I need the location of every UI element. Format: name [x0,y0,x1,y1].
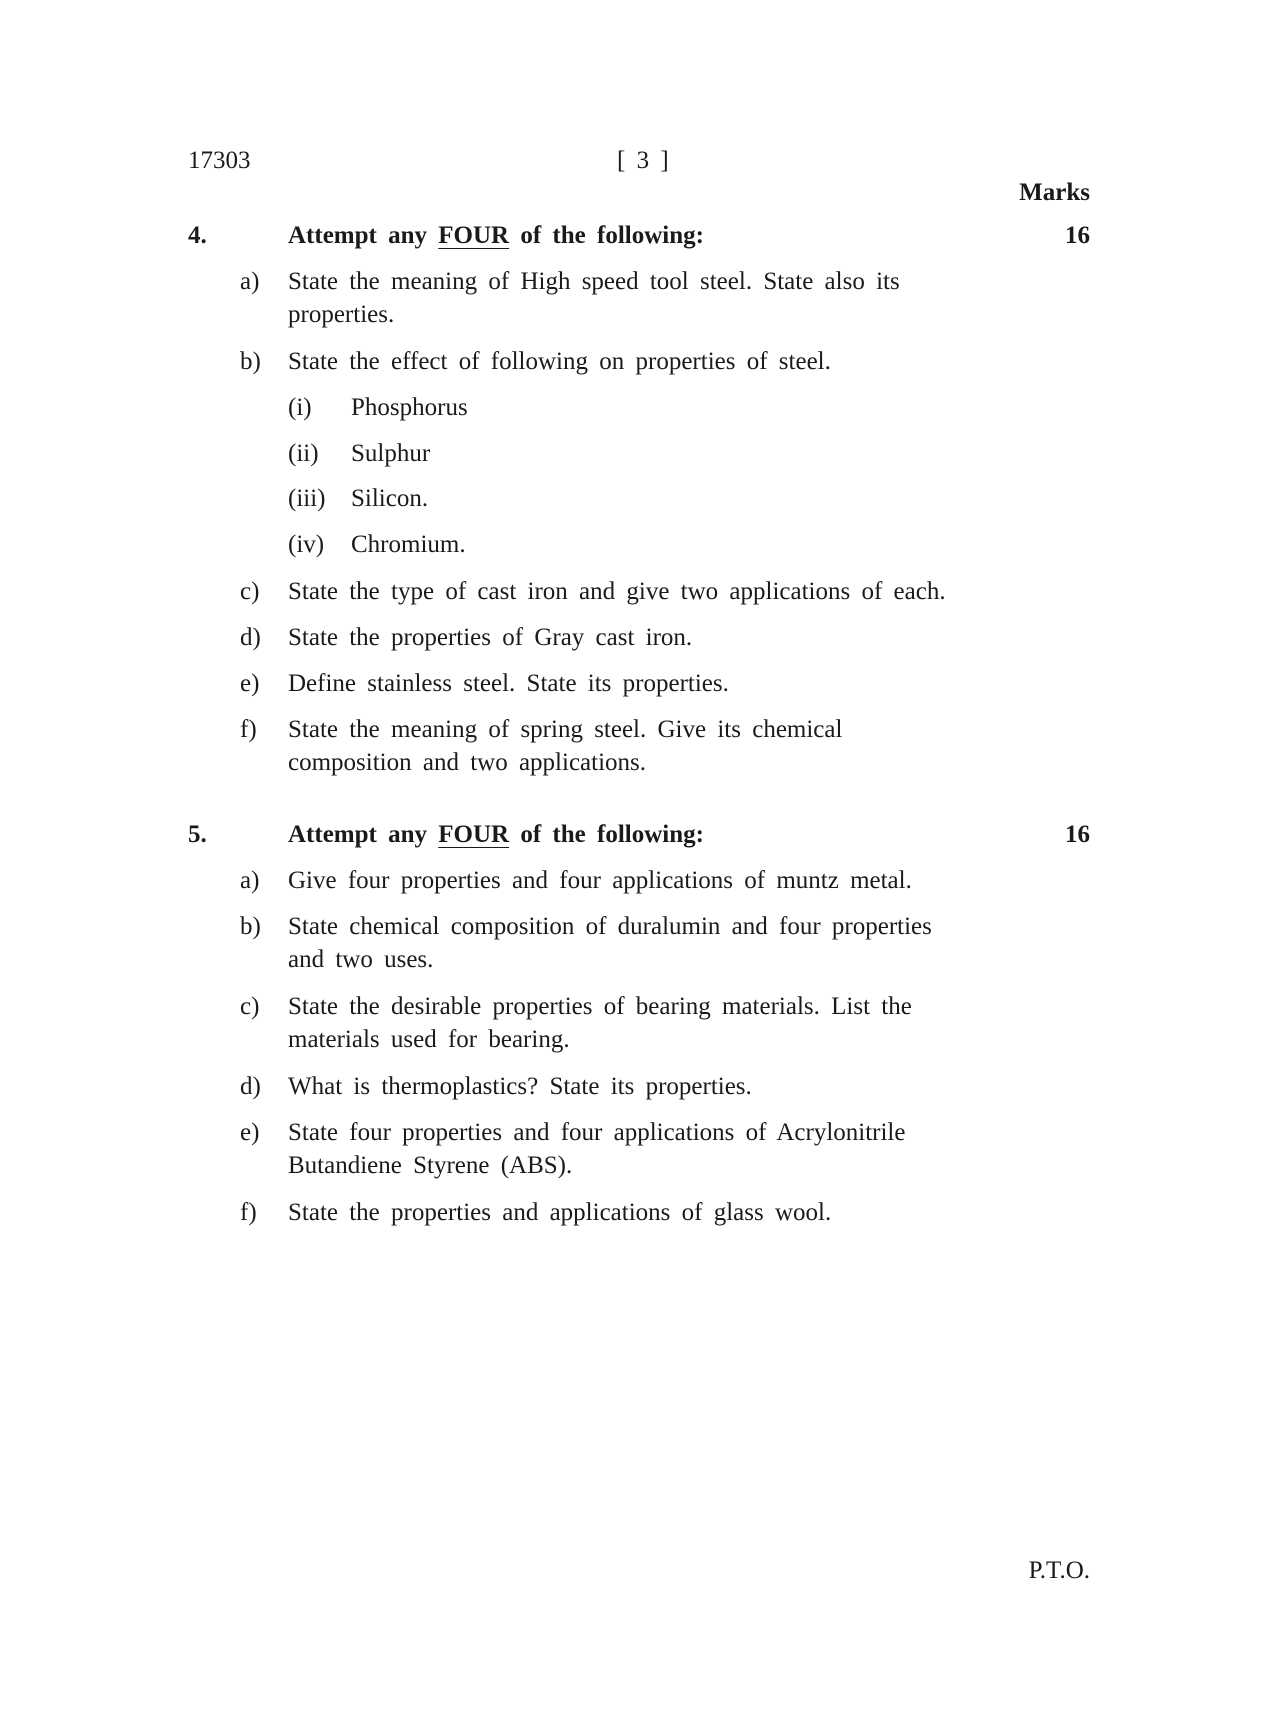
subitem-label: (iii) [288,485,326,512]
emphasis-four: FOUR [438,821,510,848]
item-text-continued: composition and two applications. [288,749,647,776]
question-number: 4. [188,222,207,249]
question-instruction: Attempt any FOUR of the following: [288,821,704,848]
item-text-continued: Butandiene Styrene (ABS). [288,1152,573,1179]
paper-code: 17303 [188,147,251,174]
item-text: State the properties of Gray cast iron. [288,624,693,651]
item-text: State the effect of following on properties of steel. [288,348,831,375]
item-label: a) [240,867,260,894]
question-marks: 16 [1065,821,1090,848]
item-label: b) [240,913,261,940]
item-label: c) [240,993,260,1020]
item-text: Give four properties and four applications of muntz metal. [288,867,912,894]
item-text: State chemical composition of duralumin and four properties [288,913,932,940]
question-number: 5. [188,821,207,848]
item-text: State the type of cast iron and give two applications of each. [288,578,946,605]
item-label: a) [240,268,260,295]
item-label: e) [240,670,260,697]
emphasis-four: FOUR [438,222,510,249]
item-text: Define stainless steel. State its properties. [288,670,729,697]
item-text-continued: materials used for bearing. [288,1026,570,1053]
page-number: [ 3 ] [617,147,669,174]
subitem-label: (iv) [288,531,325,558]
question-marks: 16 [1065,222,1090,249]
item-label: d) [240,1073,261,1100]
item-text: State the desirable properties of bearing materials. List the [288,993,912,1020]
item-label: c) [240,578,260,605]
marks-heading: Marks [1019,179,1090,206]
item-label: d) [240,624,261,651]
item-label: f) [240,716,257,743]
subitem-text: Silicon. [351,485,429,512]
subitem-text: Sulphur [351,440,431,467]
item-text: State four properties and four applications of Acrylonitrile [288,1119,906,1146]
subitem-label: (i) [288,394,312,421]
item-text-continued: and two uses. [288,946,434,973]
item-label: f) [240,1199,257,1226]
question-instruction: Attempt any FOUR of the following: [288,222,704,249]
subitem-label: (ii) [288,440,319,467]
item-label: e) [240,1119,260,1146]
subitem-text: Chromium. [351,531,466,558]
page-turn-over: P.T.O. [1028,1557,1090,1584]
item-text: State the meaning of spring steel. Give its chemical [288,716,843,743]
subitem-text: Phosphorus [351,394,468,421]
item-text: State the properties and applications of glass wool. [288,1199,832,1226]
item-text: What is thermoplastics? State its properties. [288,1073,752,1100]
item-label: b) [240,348,261,375]
item-text-continued: properties. [288,301,395,328]
item-text: State the meaning of High speed tool steel. State also its [288,268,900,295]
